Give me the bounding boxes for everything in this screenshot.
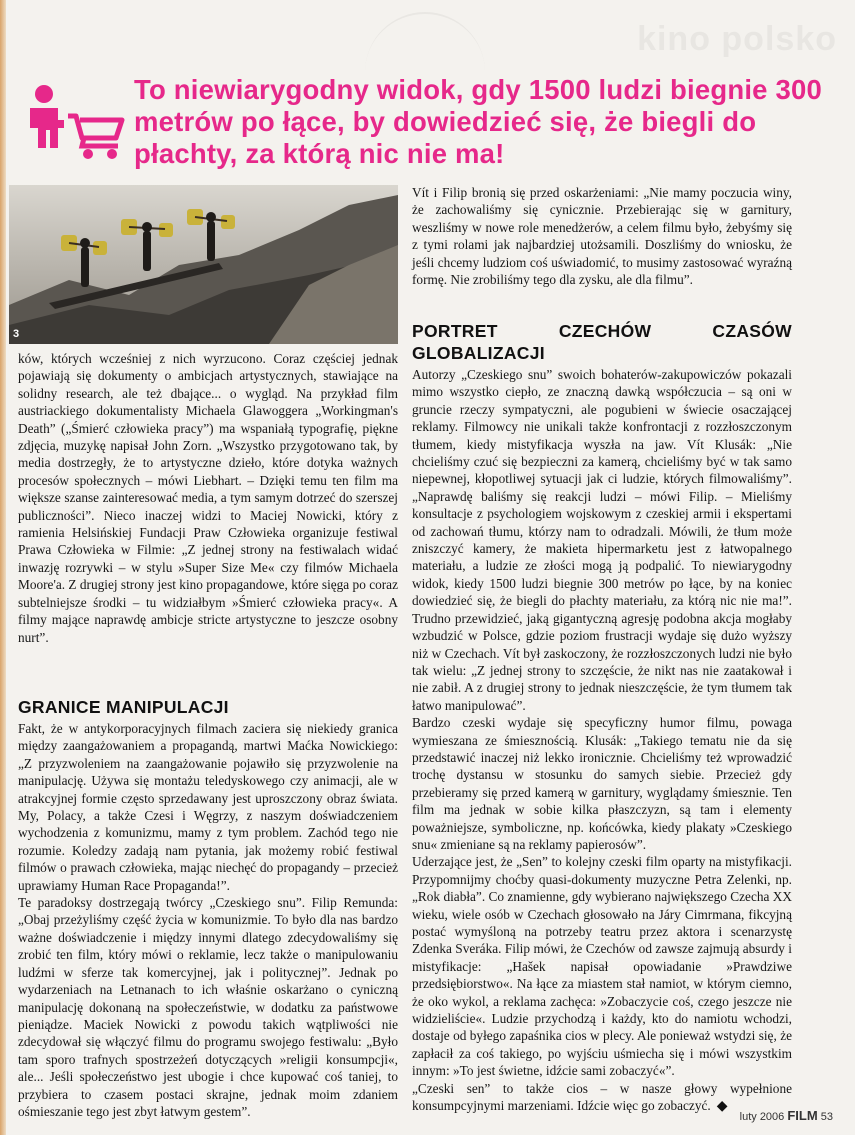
right-paragraph-1: Vít i Filip bronią się przed oskarżeniami: „Nie mamy poczucia winy, że zachowaliśmy się cynicznie. Przebierając się w garnitury, weszliśmy w nowe role menedżerów, a celem filmu było, żebyśmy się z tymi rolami jak najbardziej utożsamili. Doszliśmy do wniosku, że jeśli chcemy ludziom coś uświadomić, to musimy zastosować wyraźną formę. Nie zrobiliśmy tego dla zysku, ale dla filmu”. xyxy=(412,185,792,288)
left-paragraph-3: Te paradoksy dostrzegają twórcy „Czeskiego snu”. Filip Remunda: „Obaj przeżyliśmy część życia w komunizmie. To było dla nas bardzo ważne doświadczenie i między innymi dlatego zdecydowaliśmy się zrobić ten film, który mówi o reklamie, lecz także o manipulowaniu ludźmi w sferze tak komercyjnej, jak i politycznej”. Jednak po wydarzeniach na Letnanach to ich właśnie oskarżano o cyniczną manipulację dokonaną na społeczeństwie, w dodatku za państwowe pieniądze. Maciek Nowicki z powodu takich wątpliwości nie zdecydował się włączyć filmu do programu swojego festiwalu: „Było tam sporo trafnych spostrzeżeń dotyczących »religii konsumpcji«, ale... Jeśli społeczeństwo jest ubogie i chce kupować coś taniej, to przybiera to czasem postaci skrajne, jednak moim zdaniem ośmieszanie tego jest zbyt łatwym gestem”. xyxy=(18,895,398,1119)
right-paragraph-2: Autorzy „Czeskiego snu” swoich bohaterów-zakupowiczów pokazali mimo wszystko ciepło, ze znaczną dawką współczucia – są oni w gruncie rzeczy sympatyczni, ale pogubieni w świecie osaczającej reklamy. Filmowcy nie unikali także konfrontacji z rozzłoszczonym tłumem, kiedy mistyfikacja wyszła na jaw. Vít Klusák: „Nie chcieliśmy czuć się bezpieczni za kamerą, chcieliśmy być w tak samo niepewnej, kłopotliwej sytuacji jak ci ludzie, których filmowaliśmy”. „Naprawdę baliśmy się reakcji ludzi – mówi Filip. – Mieliśmy konsultacje z psychologiem wojskowym z czeskiej armii i ekspertami od zachowań tłumu, którzy nam to odradzali. Mówili, że tłum może zniszczyć kamery, że makieta hipermarketu jest z łatwopalnego materiału, a ludzie ze złości mogą ją podpalić. To niewiarygodny widok, kiedy 1500 ludzi biegnie 300 metrów po łące, by na koniec dowiedzieć się, że biegli do płachty materiału, za którą nic nie ma!”. Trudno przewidzieć, jaką gigantyczną agresję podobna akcja mogłaby wzbudzić w Polsce, gdzie poziom frustracji wydaje się dużo wyższy niż w Czechach. Vít był zaskoczony, że rozzłoszczonych ludzi nie było tak wielu: „Z jednej strony to szczęście, że nikt nas nie zaatakował i nie zabił. A z drugiej strony to jednak nieszczęście, że tym tłumem tak łatwo manipulować”. xyxy=(412,367,792,713)
ghost-logo-arc xyxy=(365,12,485,72)
left-paragraph-2: Fakt, że w antykorporacyjnych filmach zaciera się niekiedy granica między zaangażowaniem a propagandą, martwi Maćka Nowickiego: „Z przyzwoleniem na zaangażowanie pojawiło się przyzwolenie na manipulację. Używa się montażu teledyskowego czy animacji, ale w atrakcyjnej formie często sprzedawany jest uproszczony obraz świata. My, Polacy, a także Czesi i Węgrzy, z naszym doświadczeniem wychodzenia z komunizmu, mamy z tym problem. Zachód tego nie rozumie. Koledzy zadają nam pytania, jak możemy robić festiwal filmów o prawach człowieka, mając niechęć do propagandy – przecież uprawiamy Human Race Propaganda!”. xyxy=(18,721,398,893)
left-column-bottom xyxy=(18,688,398,1120)
heading-portret-czechow: PORTRET CZECHÓW CZASÓW GLOBALIZACJI xyxy=(412,321,792,363)
pull-quote xyxy=(22,74,822,184)
right-column-top xyxy=(412,184,792,288)
right-paragraph-5 xyxy=(412,1080,792,1116)
left-paragraph-1: ków, których wcześniej z nich wyrzucono. Coraz częściej jednak pojawiają się dokumenty o ambicjach artystycznych, stawiające na solidny research, ale też dbające... o wygląd. Na przykład film austriackiego dokumentalisty Michaela Glawoggera „Workingman's Death” („Śmierć człowieka pracy”) ma wspaniałą typografię, piękne zdjęcia, muzykę napisał John Zorn. „Wszystko przygotowano tak, by media dostrzegły, że to artystyczne dzieło, które dotyka ważnych procesów społecznych – mówi Liebhart. – Dzięki temu ten film ma większe szanse zainteresować media, a tym samym dotrzeć do szerszej publiczności”. Nieco inaczej widzi to Maciej Nowicki, który z ramienia Helsińskiej Fundacji Praw Człowieka organizuje festiwal Prawa Człowieka w Filmie: „Z jednej strony na festiwalach widać inwazję rozrywki – w stylu »Super Size Me« czy filmów Michaela Moore'a. Z drugiej strony jest kino propagandowe, które sięga po coraz subtelniejsze środki – tu widziałbym »Śmierć człowieka pracy«. A filmy mające naprawdę ambicje stricte artystyczne to jeszcze osobny nurt”. xyxy=(18,351,398,645)
left-column-top xyxy=(18,350,398,646)
footer-page-number: 53 xyxy=(820,1111,833,1123)
article-photo xyxy=(9,185,398,344)
right-paragraph-3: Bardzo czeski wydaje się specyficzny humor filmu, powaga wymieszana ze śmiesznością. Klusák: „Takiego tematu nie da się przedstawić inaczej niż lekko ironicznie. Chcieliśmy też wprowadzić trochę dystansu w stosunku do samych siebie. Przecież gdy przebieramy się przed kamerą w garnitury, wyglądamy śmiesznie. Ten film ma jednak w sobie kilka płaszczyzn, są tam i elementy poważniejsze, symboliczne, np. końcówka, kiedy plakaty »Czeskiego snu« zmieniane są na reklamy papierosów”. xyxy=(412,715,792,852)
heading-granice-manipulacji: GRANICE MANIPULACJI xyxy=(18,697,229,717)
page-spine xyxy=(0,0,6,1135)
pull-quote-text: To niewiarygodny widok, gdy 1500 ludzi biegnie 300 metrów po łące, by dowiedzieć się, że biegli do płachty, za którą nic nie ma! xyxy=(134,74,822,169)
page-footer xyxy=(740,1108,833,1123)
footer-magazine: FILM xyxy=(787,1108,818,1123)
closing-text: „Czeski sen” to także cios – w nasze głowy wypełnione konsumpcyjnymi marzeniami. Idźcie więc go zobaczyć. xyxy=(412,1080,792,1114)
section-tag: kino polsko xyxy=(637,20,837,58)
end-mark-diamond-icon: ◆ xyxy=(716,1099,728,1115)
footer-issue: luty 2006 xyxy=(739,1111,785,1123)
shopping-cart-person-icon xyxy=(22,82,132,162)
right-paragraph-4: Uderzające jest, że „Sen” to kolejny czeski film oparty na mistyfikacji. Przypomnijmy choćby quasi-dokumenty muzyczne Petra Zelenki, np. „Rok diabła”. Co znamienne, gdy wybierano największego Czecha XX wieku, wiele osób w Czechach głosowało na Járy Cimrmana, fikcyjną postać wymyśloną na potrzeby teatru przez aktora i scenarzystę Zdenka Sveráka. Filip mówi, że Czechów od zawsze zajmują absurdy i mistyfikacje: „Hašek napisał opowiadanie »Prawdziwe przedsiębiorstwo«. Na łące za miastem stał namiot, w którym ciemno, że oko wykol, a reklama zachęca: »Zobaczycie coś, czego jeszcze nie widzieliście«. Ludzie przychodzą i każdy, kto do namiotu wchodzi, dostaje od byłego zapaśnika cios w plecy. Ale ponieważ wstydzi się, że zapłacił za coś takiego, po wyjściu uśmiecha się i mówi wszystkim innym: »To jest świetne, idźcie sami zobaczyć«”. xyxy=(412,854,792,1079)
photo-number: 3 xyxy=(13,328,20,340)
right-column-bottom xyxy=(412,320,792,1115)
sulfur-miners-photo xyxy=(9,185,398,344)
